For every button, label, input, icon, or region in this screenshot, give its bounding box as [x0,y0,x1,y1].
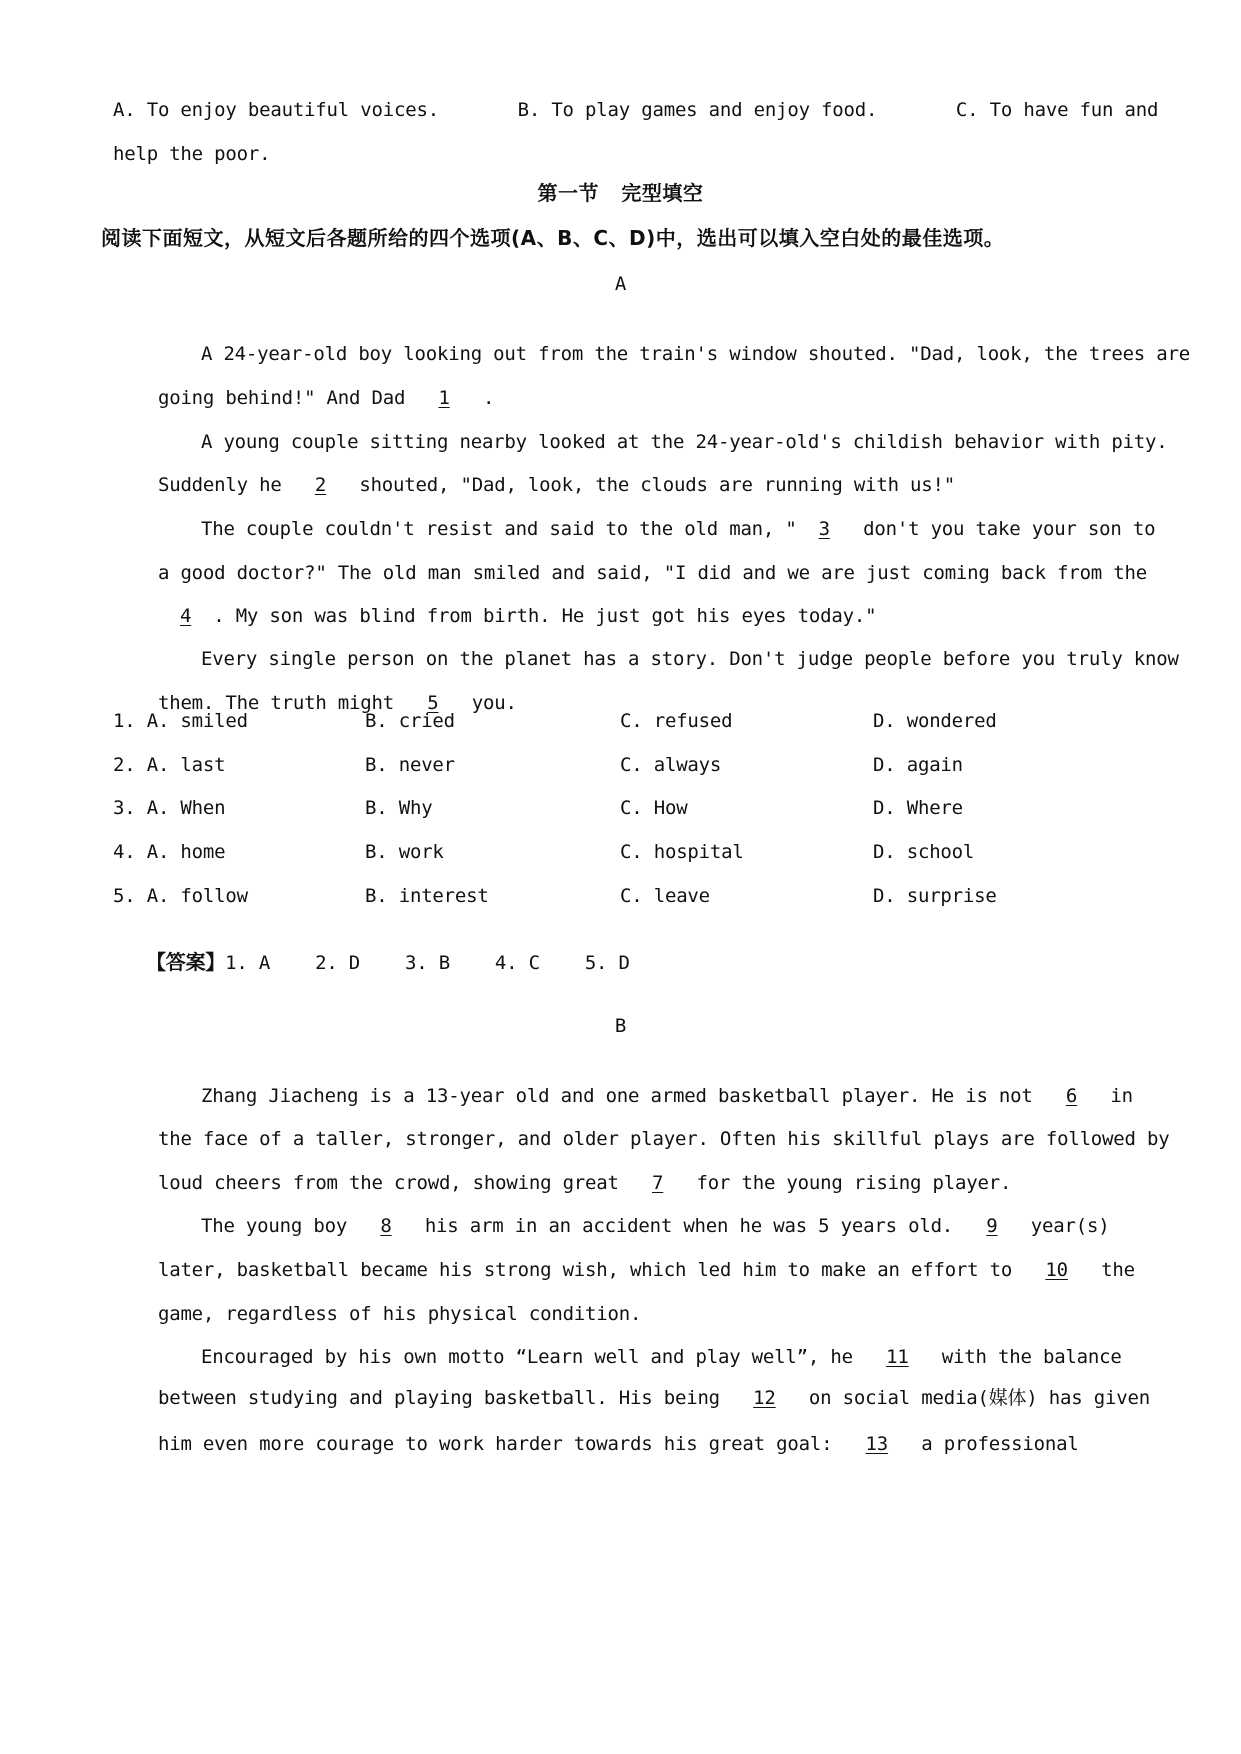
text-run: loud cheers from the crowd, showing great [157,1172,631,1194]
passage-heading: B [614,1015,627,1037]
text-run: a good doctor?" The old man smiled and said, "I did and we are just coming back from the [157,562,1147,584]
blank: 6 [1065,1085,1078,1107]
blank: 10 [1045,1259,1068,1281]
option: D. Where [873,797,963,819]
answer-line [101,923,630,1002]
option: C. How [620,797,688,819]
option: 5. A. follow [113,885,248,907]
option: C. hospital [620,841,744,863]
blank: 11 [886,1346,909,1368]
option: 4. A. home [113,841,226,863]
option: B. cried [365,710,455,732]
text-run: the [1089,1259,1135,1281]
passage-line [113,1405,1079,1483]
text-run: a professional [910,1433,1079,1455]
answer-text: 1. A 2. D 3. B 4. C 5. D [225,952,630,974]
blank: 13 [865,1433,889,1455]
option: C. always [620,754,722,776]
blank: 1 [438,387,450,409]
answer-label: 【答案】 [145,950,226,974]
option-row [113,795,1013,821]
option: B. work [365,841,444,863]
option: D. again [873,754,963,776]
blank: 7 [652,1172,664,1194]
blank: 8 [380,1215,392,1237]
text-run: going behind!" And Dad [157,387,417,409]
text-run: him even more courage to work harder towards his great goal: [157,1433,844,1455]
text-run: A 24-year-old boy looking out from the train's window shouted. "Dad, look, the trees are [200,343,1190,365]
option-line: help the poor. [113,143,271,165]
text-run: them. The truth might [157,692,406,714]
text-run: A young couple sitting nearby looked at the 24-year-old's childish behavior with pity. [200,431,1168,453]
option: C. leave [620,885,710,907]
option-line: A. To enjoy beautiful voices. B. To play games and enjoy food. C. To have fun and [113,99,1159,121]
text-run: game, regardless of his physical condition. [157,1303,642,1325]
text-run: between studying and playing basketball. His being [157,1387,732,1409]
option: 1. A. smiled [113,710,248,732]
option: B. interest [365,885,489,907]
option-row [113,708,1013,734]
text-run: The couple couldn't resist and said to the old man, " [200,518,797,540]
option-row [113,752,1013,778]
text-run: Encouraged by his own motto “Learn well and play well”, he [200,1346,865,1368]
option-row [113,883,1013,909]
text-run: in [1099,1085,1133,1107]
option: 3. A. When [113,797,226,819]
passage-heading: A [614,273,627,295]
blank: 9 [986,1215,998,1237]
blank: 5 [427,692,439,714]
option: D. wondered [873,710,997,732]
text-run: year(s) [1019,1215,1110,1237]
text-run: you. [460,692,517,714]
text-run: Zhang Jiacheng is a 13-year old and one armed basketball player. He is not [200,1085,1044,1107]
text-run: the face of a taller, stronger, and older player. Often his skillful plays are followed by [157,1128,1170,1150]
option: D. school [873,841,975,863]
option: C. refused [620,710,733,732]
text-run: on social media(媒体) has given [797,1387,1150,1409]
blank: 3 [818,518,830,540]
section-title: 第一节 完型填空 [537,181,704,205]
option-row [113,839,1013,865]
text-run: . [471,387,495,409]
text-run: don't you take your son to [851,518,1156,540]
option: B. Why [365,797,433,819]
text-run: The young boy [200,1215,359,1237]
text-run: with the balance [930,1346,1122,1368]
text-run: Every single person on the planet has a story. Don't judge people before you truly know [200,648,1179,670]
text-run: . My son was blind from birth. He just got his eyes today." [213,605,877,627]
text-run: Suddenly he [157,474,293,496]
option: 2. A. last [113,754,226,776]
instructions: 阅读下面短文，从短文后各题所给的四个选项(A、B、C、D)中，选出可以填入空白处的最佳选项。 [101,226,1005,250]
text-run: his arm in an accident when he was 5 years old. [413,1215,965,1237]
text-run: shouted, "Dad, look, the clouds are running with us!" [348,474,955,496]
option: D. surprise [873,885,997,907]
blank: 12 [753,1387,776,1409]
option: B. never [365,754,455,776]
text-run: later, basketball became his strong wish, which led him to make an effort to [157,1259,1024,1281]
blank: 4 [179,605,192,627]
text-run: for the young rising player. [685,1172,1012,1194]
blank: 2 [314,474,327,496]
